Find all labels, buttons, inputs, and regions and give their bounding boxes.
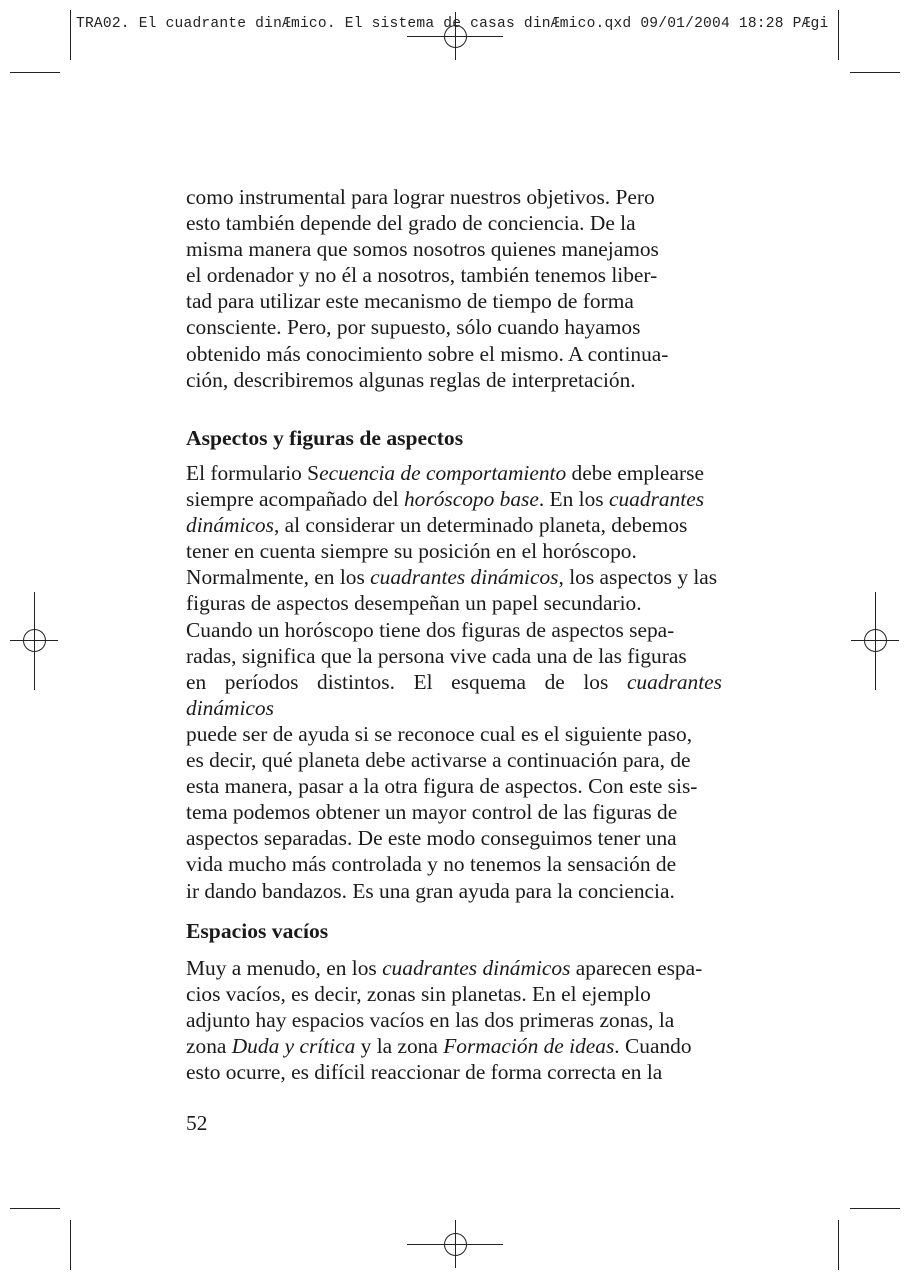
text-line: Normalmente, en los cuadrantes dinámicos, los aspectos y las xyxy=(186,565,718,590)
text-line: cios vacíos, es decir, zonas sin planetas. En el ejemplo xyxy=(186,982,651,1007)
text-line: radas, significa que la persona vive cada una de las figuras xyxy=(186,643,687,668)
text-line: aspectos separadas. De este modo conseguimos tener una xyxy=(186,826,677,851)
text-line: tener en cuenta siempre su posición en el horóscopo. xyxy=(186,539,637,564)
registration-mark-top xyxy=(407,12,503,60)
text-line: tema podemos obtener un mayor control de las figuras de xyxy=(186,800,678,825)
text-line: figuras de aspectos desempeñan un papel secundario. xyxy=(186,591,642,616)
aspects-paragraph xyxy=(186,460,722,904)
text-line: es decir, qué planeta debe activarse a continuación para, de xyxy=(186,748,691,773)
text-line: en períodos distintos. El esquema de los cuadrantes dinámicos xyxy=(186,669,722,720)
text-line: como instrumental para lograr nuestros objetivos. Pero xyxy=(186,185,655,209)
text-line: ir dando bandazos. Es una gran ayuda para la conciencia. xyxy=(186,878,675,903)
text-line: el ordenador y no él a nosotros, también tenemos liber- xyxy=(186,263,658,288)
text-line: vida mucho más controlada y no tenemos la sensación de xyxy=(186,852,677,877)
text-line: adjunto hay espacios vacíos en las dos primeras zonas, la xyxy=(186,1008,675,1033)
text-line: tad para utilizar este mecanismo de tiempo de forma xyxy=(186,289,634,314)
registration-mark-bottom xyxy=(407,1220,503,1268)
section-heading-empty-spaces: Espacios vacíos xyxy=(186,919,329,943)
text-line: Cuando un horóscopo tiene dos figuras de aspectos sepa- xyxy=(186,617,675,642)
text-line: misma manera que somos nosotros quienes manejamos xyxy=(186,237,659,262)
text-line: consciente. Pero, por supuesto, sólo cuando hayamos xyxy=(186,315,641,340)
empty-spaces-paragraph xyxy=(186,955,722,1085)
text-line: El formulario Secuencia de comportamiento debe emplearse xyxy=(186,461,704,485)
text-line: obtenido más conocimiento sobre el mismo. A continua- xyxy=(186,341,669,366)
text-line: Muy a menudo, en los cuadrantes dinámicos aparecen espa- xyxy=(186,956,703,980)
registration-mark-left xyxy=(10,592,58,690)
page-number: 52 xyxy=(186,1111,208,1135)
text-line: esto también depende del grado de conciencia. De la xyxy=(186,211,636,236)
text-line: ción, describiremos algunas reglas de interpretación. xyxy=(186,367,636,392)
intro-paragraph xyxy=(186,184,722,393)
text-line: esto ocurre, es difícil reaccionar de forma correcta en la xyxy=(186,1060,663,1085)
registration-mark-right xyxy=(851,592,899,690)
file-slug-line: TRA02. El cuadrante dinÆmico. El sistema de casas dinÆmico.qxd 09/01/2004 18:28 PÆgi xyxy=(76,16,829,32)
text-line: siempre acompañado del horóscopo base. En los cuadrantes xyxy=(186,487,705,512)
section-heading-aspects: Aspectos y figuras de aspectos xyxy=(186,426,464,450)
text-line: zona Duda y crítica y la zona Formación de ideas. Cuando xyxy=(186,1034,692,1059)
text-line: puede ser de ayuda si se reconoce cual es el siguiente paso, xyxy=(186,721,693,746)
text-line: dinámicos, al considerar un determinado planeta, debemos xyxy=(186,513,688,538)
text-line: esta manera, pasar a la otra figura de aspectos. Con este sis- xyxy=(186,774,698,799)
